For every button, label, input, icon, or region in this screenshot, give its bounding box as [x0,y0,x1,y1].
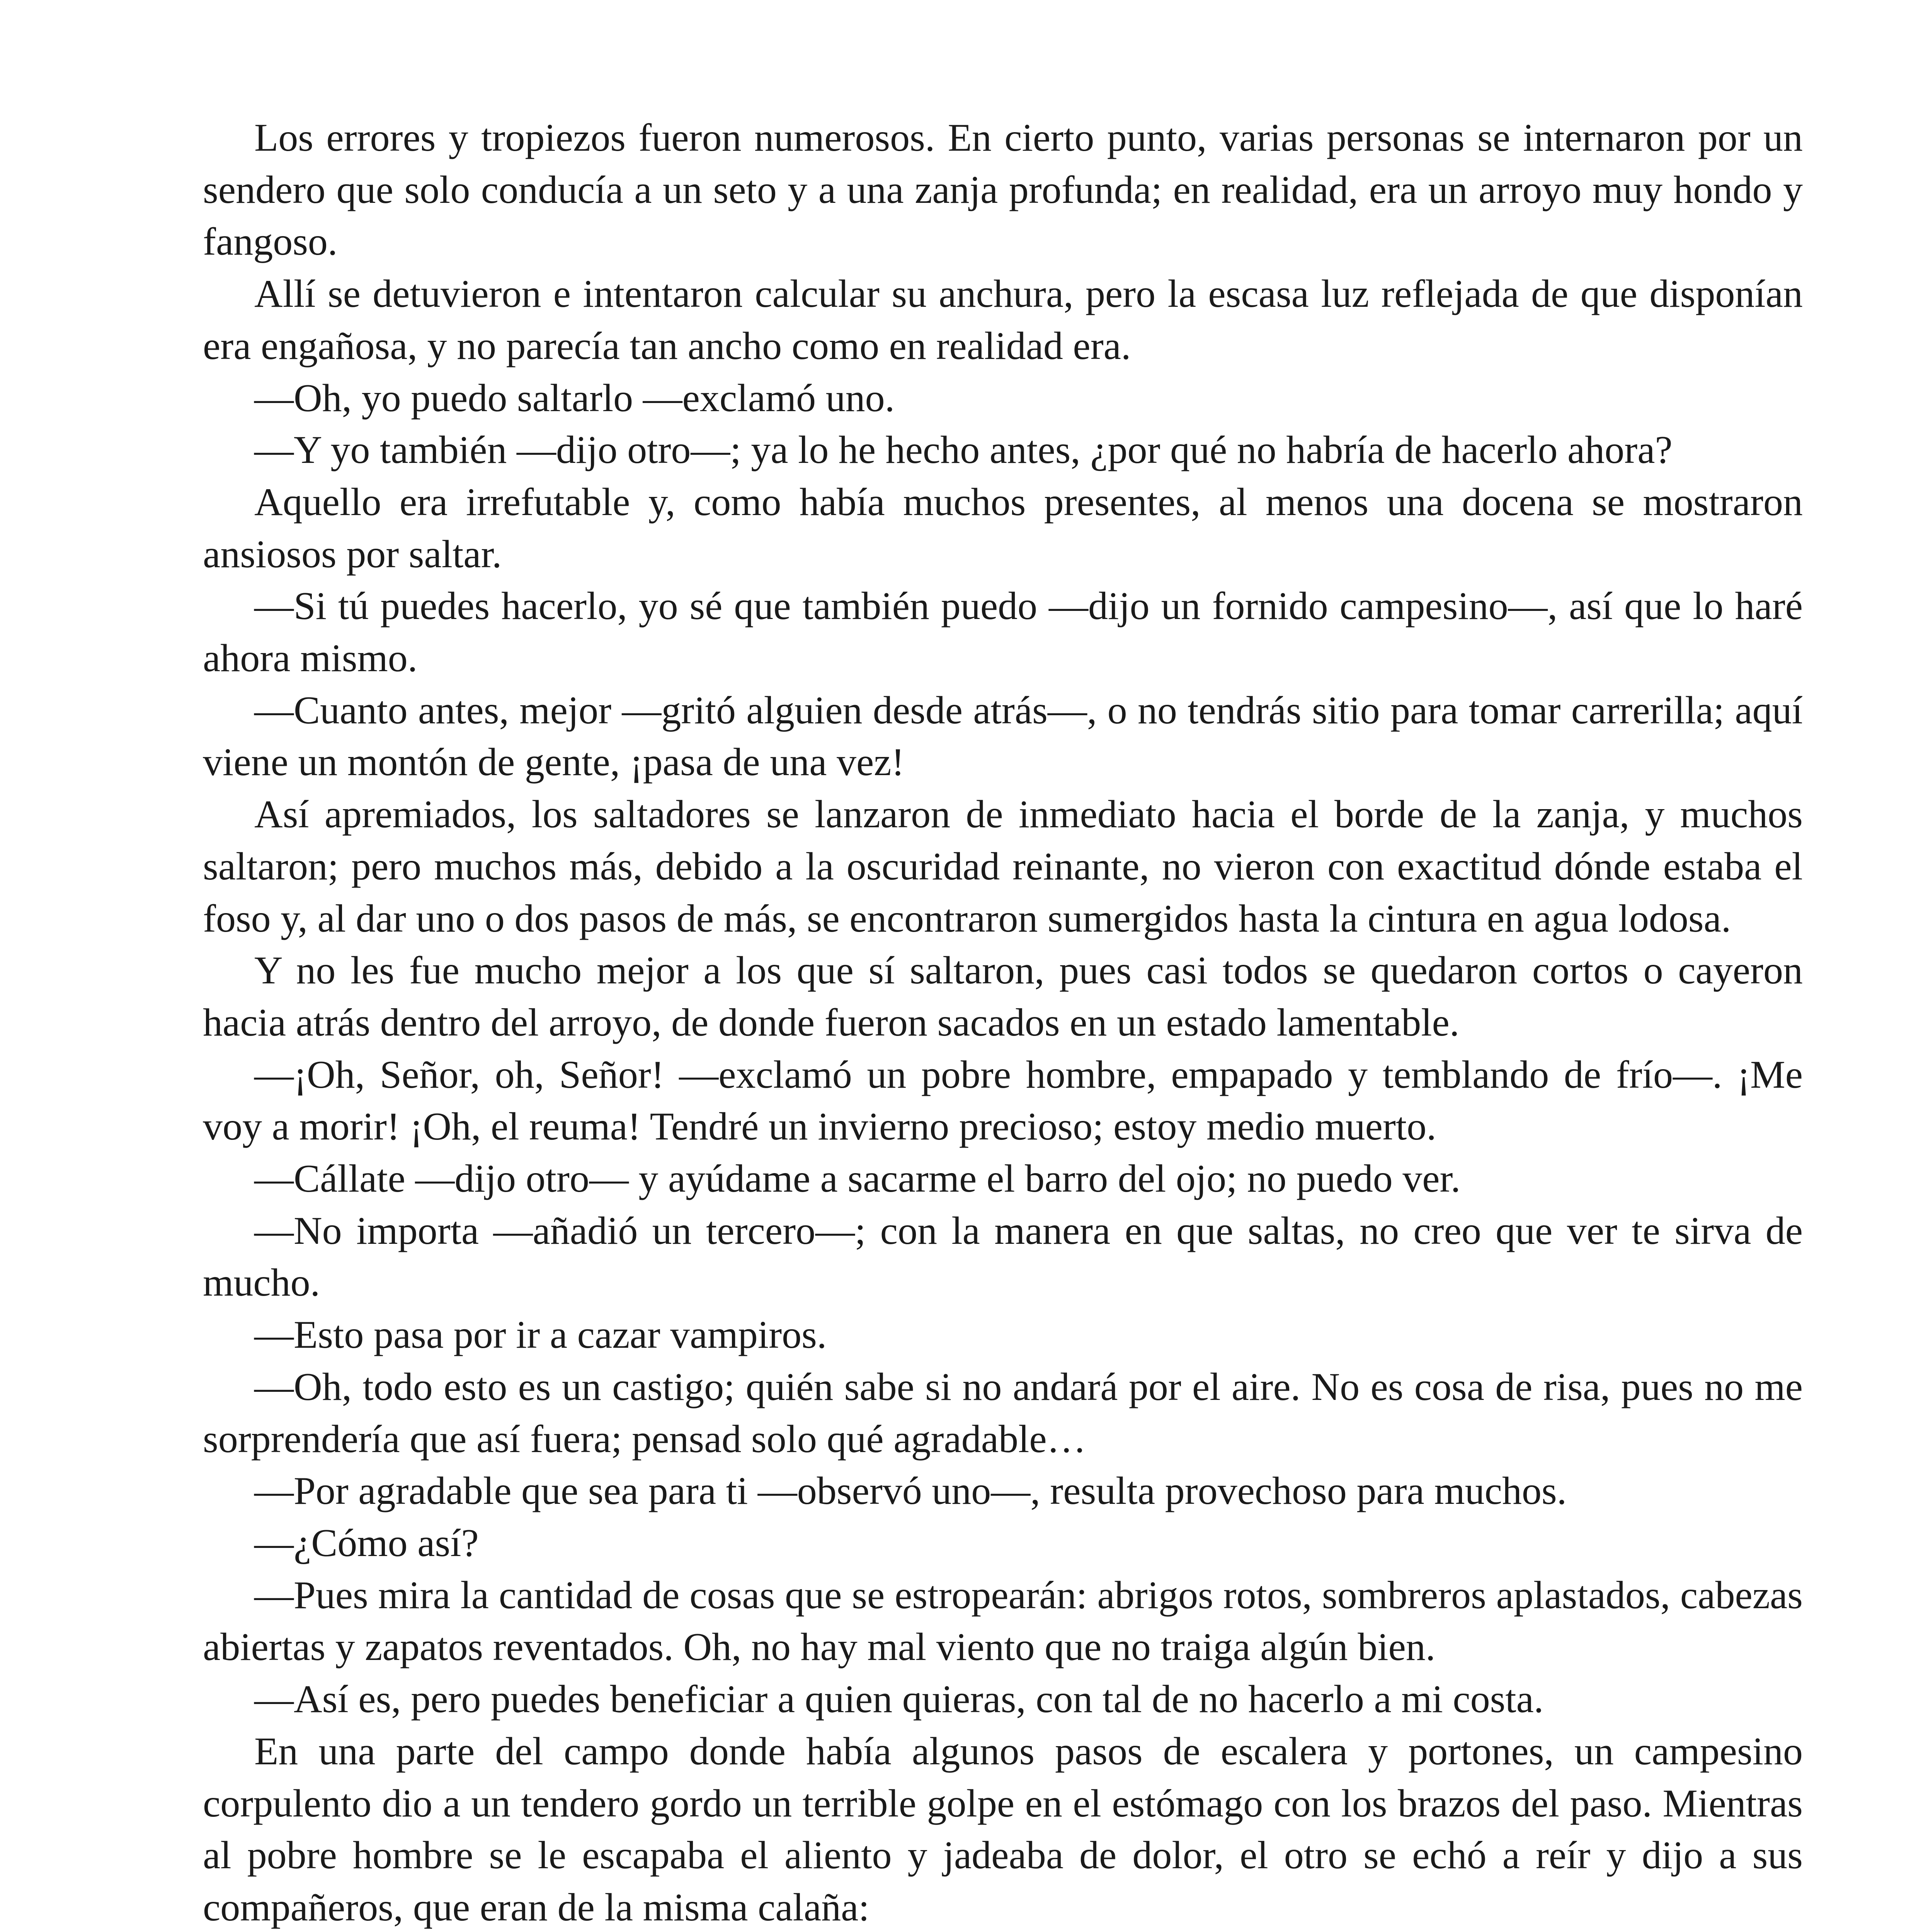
paragraph: —Así es, pero puedes beneficiar a quien quieras, con tal de no hacerlo a mi costa. [254,1677,1544,1721]
paragraph: Así apremiados, los saltadores se lanzaron de inmediato hacia el borde de la zanja, y muchos saltaron; pero muchos más, debido a la oscuridad reinante, no vieron con exactitud dónde estaba el foso y, al dar uno o dos pasos de más, se encontraron sumergidos hasta la cintura en agua lodosa. [203,793,1803,940]
paragraph: —Y yo también —dijo otro—; ya lo he hecho antes, ¿por qué no habría de hacerlo ahora? [254,428,1673,472]
paragraph: Aquello era irrefutable y, como había muchos presentes, al menos una docena se mostraron ansiosos por saltar. [203,480,1803,576]
paragraph: —Si tú puedes hacerlo, yo sé que también puedo —dijo un fornido campesino—, así que lo haré ahora mismo. [203,584,1803,680]
paragraph: Y no les fue mucho mejor a los que sí saltaron, pues casi todos se quedaron cortos o cayeron hacia atrás dentro del arroyo, de donde fueron sacados en un estado lamentable. [203,949,1803,1044]
paragraph: —¡Oh, Señor, oh, Señor! —exclamó un pobre hombre, empapado y temblando de frío—. ¡Me voy a morir! ¡Oh, el reuma! Tendré un invierno precioso; estoy medio muerto. [203,1053,1803,1149]
paragraph: Los errores y tropiezos fueron numerosos. En cierto punto, varias personas se internaron por un sendero que solo conducía a un seto y a una zanja profunda; en realidad, era un arroyo muy hondo y fangoso. [203,116,1803,264]
paragraph: —Cállate —dijo otro— y ayúdame a sacarme el barro del ojo; no puedo ver. [254,1157,1461,1201]
paragraph: En una parte del campo donde había algunos pasos de escalera y portones, un campesino corpulento dio a un tendero gordo un terrible golpe en el estómago con los brazos del paso. Mientras al pobre hombre se le escapaba el aliento y jadeaba de dolor, el otro se echó a reír y dijo a sus compañeros, que eran de la misma calaña: [203,1729,1803,1929]
body-text [203,112,1803,1932]
paragraph: —No importa —añadió un tercero—; con la manera en que saltas, no creo que ver te sirva de mucho. [203,1209,1803,1305]
paragraph: —Cuanto antes, mejor —gritó alguien desde atrás—, o no tendrás sitio para tomar carrerilla; aquí viene un montón de gente, ¡pasa de una vez! [203,688,1803,784]
paragraph: —Oh, yo puedo saltarlo —exclamó uno. [254,376,895,420]
paragraph: —Oh, todo esto es un castigo; quién sabe si no andará por el aire. No es cosa de risa, pues no me sorprendería que así fuera; pensad solo qué agradable… [203,1365,1803,1461]
paragraph: Allí se detuvieron e intentaron calcular su anchura, pero la escasa luz reflejada de que disponían era engañosa, y no parecía tan ancho como en realidad era. [203,272,1803,368]
paragraph: —Pues mira la cantidad de cosas que se estropearán: abrigos rotos, sombreros aplastados, cabezas abiertas y zapatos reventados. Oh, no hay mal viento que no traiga algún bien. [203,1573,1803,1669]
paragraph: —Por agradable que sea para ti —observó uno—, resulta provechoso para muchos. [254,1469,1567,1513]
paragraph: —¿Cómo así? [254,1521,479,1565]
paragraph: —Esto pasa por ir a cazar vampiros. [254,1313,827,1357]
